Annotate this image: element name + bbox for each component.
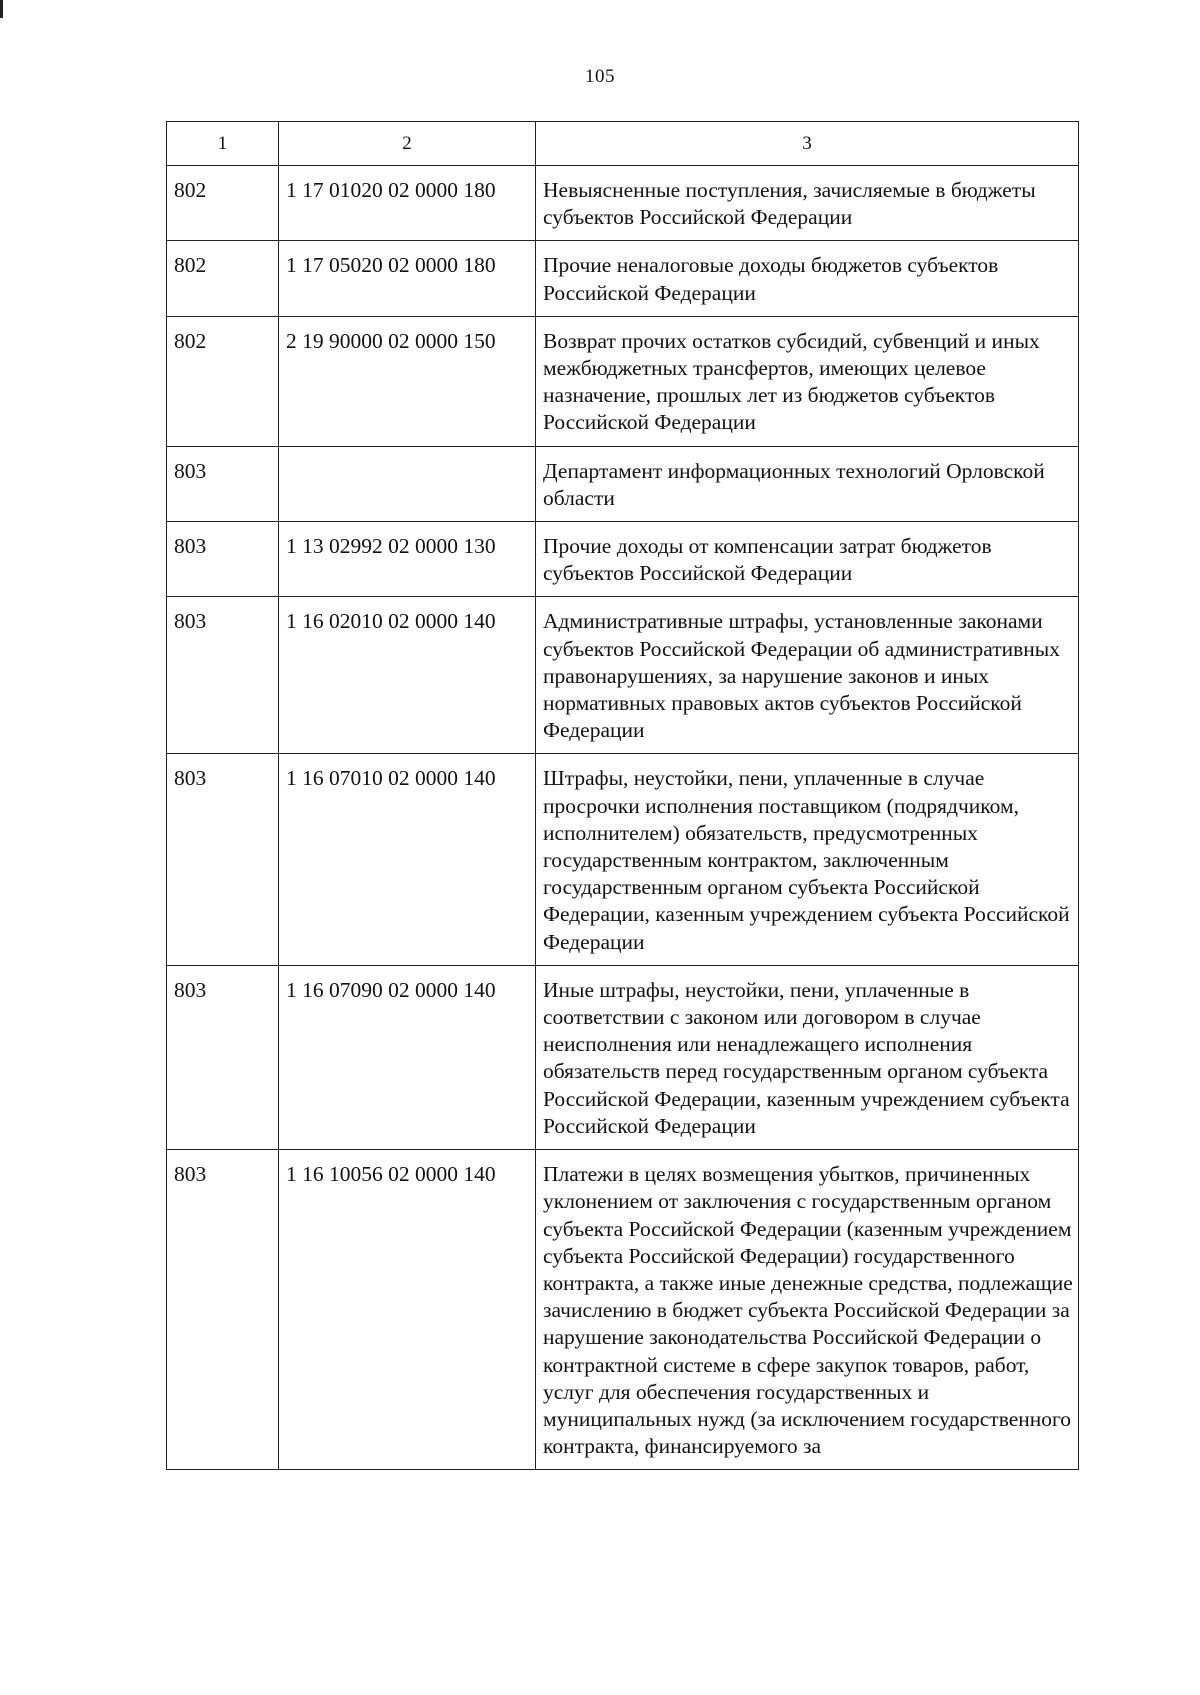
admin-code-cell: 803 xyxy=(167,522,279,597)
revenue-code-cell: 1 16 02010 02 0000 140 xyxy=(279,597,536,754)
revenue-name-cell: Платежи в целях возмещения убытков, причиненных уклонением от заключения с государственным органом субъекта Российской Федерации (казенным учреждением субъекта Российской Федерации) государственного контракта, а также иные денежные средства, подлежащие зачислению в бюджет субъекта Российской Федерации за нарушение законодательства Российской Федерации о контрактной системе в сфере закупок товаров, работ, услуг для обеспечения государственных и муниципальных нужд (за исключением государственного контракта, финансируемого за xyxy=(536,1150,1079,1470)
revenue-name-cell: Прочие неналоговые доходы бюджетов субъектов Российской Федерации xyxy=(536,241,1079,316)
table-row xyxy=(167,1150,1079,1470)
admin-code-cell: 803 xyxy=(167,754,279,965)
admin-code-cell: 802 xyxy=(167,316,279,446)
table-row xyxy=(167,522,1079,597)
admin-code-cell: 803 xyxy=(167,446,279,521)
revenue-name-cell: Иные штрафы, неустойки, пени, уплаченные в соответствии с законом или договором в случае неисполнения или ненадлежащего исполнения обязательств перед государственным органом субъекта Российской Федерации, казенным учреждением субъекта Российской Федерации xyxy=(536,965,1079,1149)
admin-code-cell: 803 xyxy=(167,597,279,754)
admin-code-cell: 802 xyxy=(167,166,279,241)
revenue-codes-table xyxy=(166,121,1079,1470)
revenue-name-cell: Невыясненные поступления, зачисляемые в бюджеты субъектов Российской Федерации xyxy=(536,166,1079,241)
scan-edge-mark xyxy=(0,0,3,18)
table-row xyxy=(167,754,1079,965)
table-row xyxy=(167,241,1079,316)
revenue-code-cell: 1 13 02992 02 0000 130 xyxy=(279,522,536,597)
admin-code-cell: 803 xyxy=(167,965,279,1149)
revenue-name-cell: Административные штрафы, установленные законами субъектов Российской Федерации об административных правонарушениях, за нарушение законов и иных нормативных правовых актов субъектов Российской Федерации xyxy=(536,597,1079,754)
table-row xyxy=(167,446,1079,521)
admin-code-cell: 803 xyxy=(167,1150,279,1470)
revenue-name-cell: Департамент информационных технологий Орловской области xyxy=(536,446,1079,521)
page-number: 105 xyxy=(585,66,615,87)
revenue-name-cell: Прочие доходы от компенсации затрат бюджетов субъектов Российской Федерации xyxy=(536,522,1079,597)
revenue-code-cell: 1 16 07010 02 0000 140 xyxy=(279,754,536,965)
table-row xyxy=(167,166,1079,241)
revenue-code-cell: 1 17 05020 02 0000 180 xyxy=(279,241,536,316)
revenue-code-cell: 1 17 01020 02 0000 180 xyxy=(279,166,536,241)
table-row xyxy=(167,316,1079,446)
revenue-code-cell: 2 19 90000 02 0000 150 xyxy=(279,316,536,446)
revenue-name-cell: Возврат прочих остатков субсидий, субвенций и иных межбюджетных трансфертов, имеющих целевое назначение, прошлых лет из бюджетов субъектов Российской Федерации xyxy=(536,316,1079,446)
revenue-code-cell xyxy=(279,446,536,521)
column-header-2: 2 xyxy=(279,122,536,166)
revenue-code-cell: 1 16 07090 02 0000 140 xyxy=(279,965,536,1149)
admin-code-cell: 802 xyxy=(167,241,279,316)
table-row xyxy=(167,597,1079,754)
revenue-code-cell: 1 16 10056 02 0000 140 xyxy=(279,1150,536,1470)
column-header-3: 3 xyxy=(536,122,1079,166)
column-header-1: 1 xyxy=(167,122,279,166)
revenue-name-cell: Штрафы, неустойки, пени, уплаченные в случае просрочки исполнения поставщиком (подрядчиком, исполнителем) обязательств, предусмотренных государственным контрактом, заключенным государственным органом субъекта Российской Федерации, казенным учреждением субъекта Российской Федерации xyxy=(536,754,1079,965)
table-header-row xyxy=(167,122,1079,166)
table-row xyxy=(167,965,1079,1149)
